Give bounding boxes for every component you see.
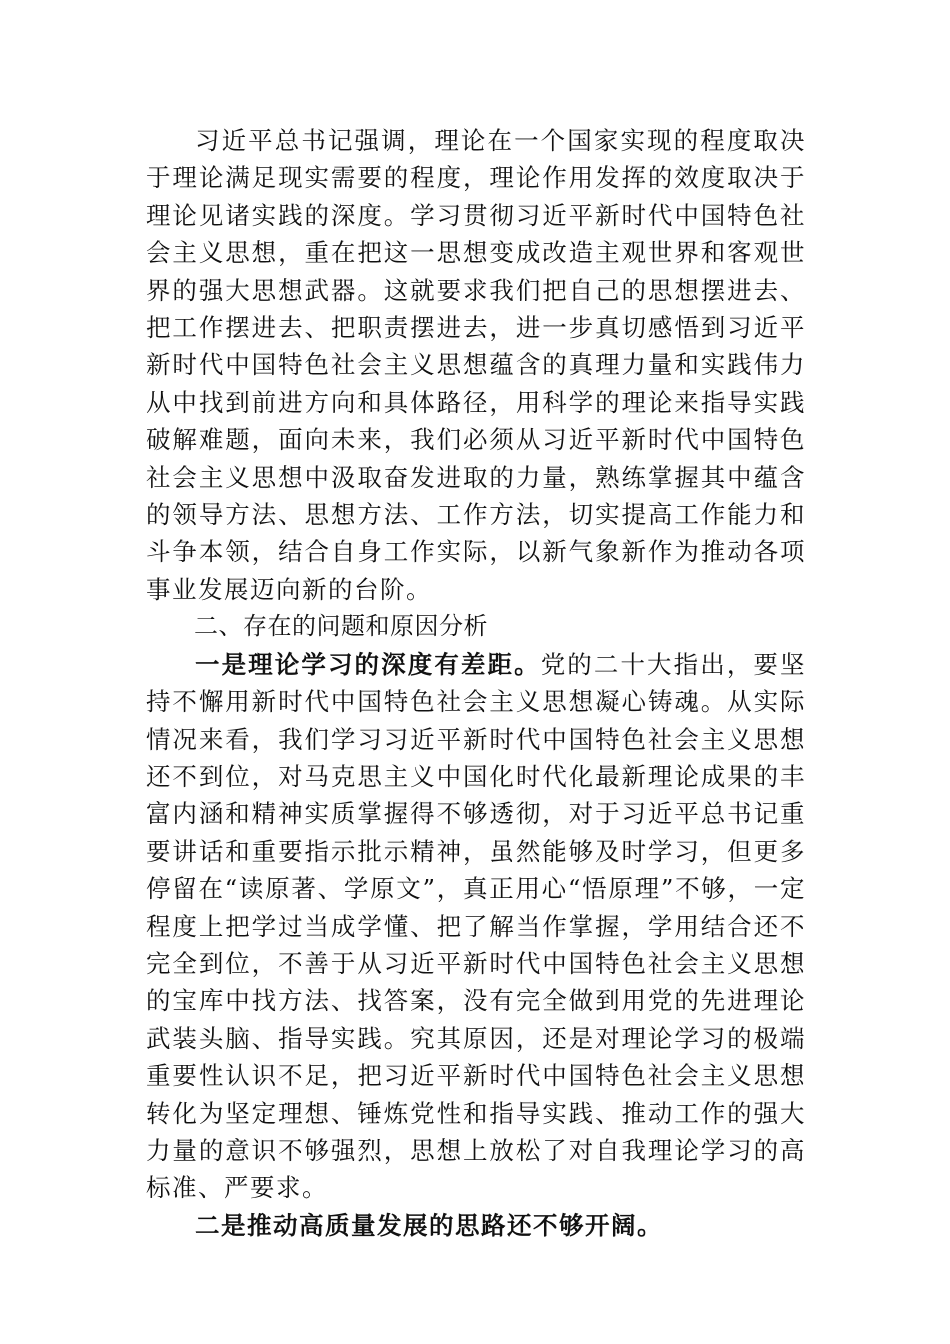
section-heading-text: 二、存在的问题和原因分析	[194, 612, 488, 641]
document-body	[146, 122, 806, 1244]
paragraph-problem-one	[146, 646, 806, 1207]
paragraph-lead: 一是理论学习的深度有差距。	[195, 649, 541, 679]
paragraph-problem-two	[146, 1207, 806, 1244]
paragraph-intro	[146, 122, 806, 608]
section-heading	[146, 608, 806, 645]
paragraph-lead: 二是推动高质量发展的思路还不够开阔。	[195, 1210, 663, 1240]
paragraph-text: 党的二十大指出，要坚持不懈用新时代中国特色社会主义思想凝心铸魂。从实际情况来看，我们学习习近平新时代中国特色社会主义思想还不到位，对马克思主义中国化时代化最新理论成果的丰富内涵和精神实质掌握得不够透彻，对于习近平总书记重要讲话和重要指示批示精神，虽然能够及时学习，但更多停留在“读原著、学原文”，真正用心“悟原理”不够，一定程度上把学过当成学懂、把了解当作掌握，学用结合还不完全到位，不善于从习近平新时代中国特色社会主义思想的宝库中找方法、找答案，没有完全做到用党的先进理论武装头脑、指导实践。究其原因，还是对理论学习的极端重要性认识不足，把习近平新时代中国特色社会主义思想转化为坚定理想、锤炼党性和指导实践、推动工作的强大力量的意识不够强烈，思想上放松了对自我理论学习的高标准、严要求。	[146, 649, 807, 1203]
paragraph-text: 习近平总书记强调，理论在一个国家实现的程度取决于理论满足现实需要的程度，理论作用发挥的效度取决于理论见诸实践的深度。学习贯彻习近平新时代中国特色社会主义思想，重在把这一思想变成改造主观世界和客观世界的强大思想武器。这就要求我们把自己的思想摆进去、把工作摆进去、把职责摆进去，进一步真切感悟到习近平新时代中国特色社会主义思想蕴含的真理力量和实践伟力从中找到前进方向和具体路径，用科学的理论来指导实践破解难题，面向未来，我们必须从习近平新时代中国特色社会主义思想中汲取奋发进取的力量，熟练掌握其中蕴含的领导方法、思想方法、工作方法，切实提高工作能力和斗争本领，结合自身工作实际，以新气象新作为推动各项事业发展迈向新的台阶。	[146, 126, 806, 604]
